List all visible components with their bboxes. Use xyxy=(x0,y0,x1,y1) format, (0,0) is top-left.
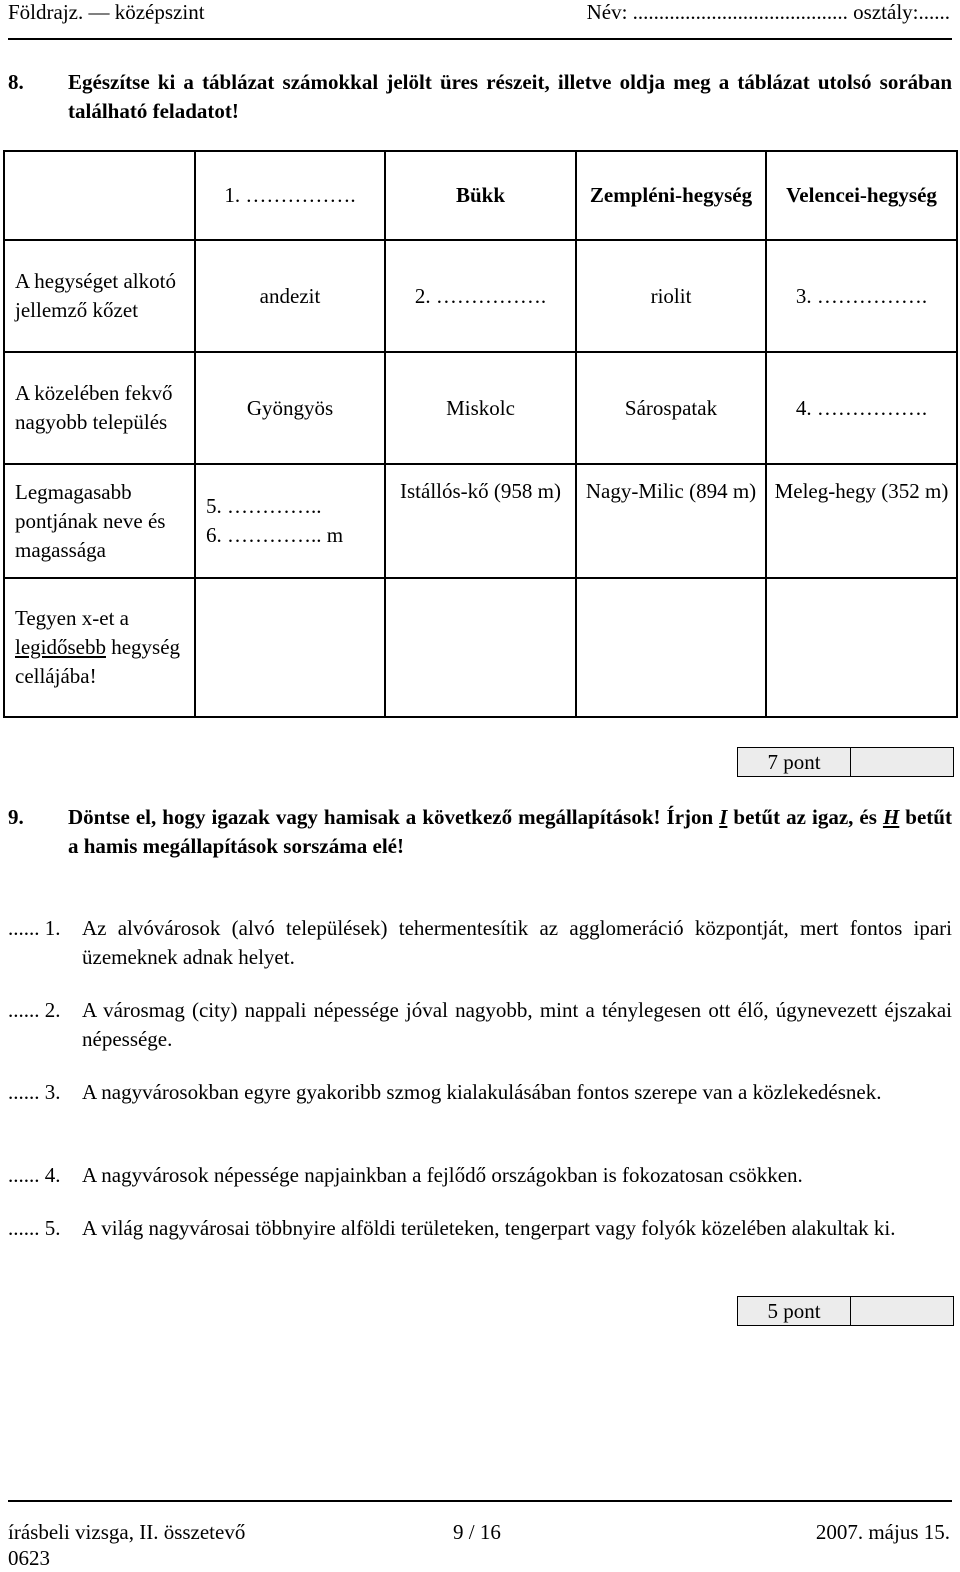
statement-item xyxy=(8,996,952,1056)
row-label: Legmagasabb pontjának neve és magassága xyxy=(4,464,195,578)
page-number: 9 / 16 xyxy=(453,1520,501,1544)
task-text-part: betűt a hamis megállapítások sorszáma elé! xyxy=(68,805,952,858)
answer-blank[interactable]: ...... 1. xyxy=(8,916,61,940)
statement-item xyxy=(8,1161,952,1191)
label-text: Tegyen x-et a xyxy=(15,606,129,630)
row-label: A közelében fekvő nagyobb település xyxy=(4,352,195,464)
name-class-field: Név: ......................................... osztály:...... xyxy=(586,0,950,24)
statement-item xyxy=(8,1214,952,1274)
answer-blank[interactable]: ...... 3. xyxy=(8,1080,61,1104)
table-row xyxy=(4,352,957,464)
fill-in-blank-cell[interactable]: 4. ……………. xyxy=(766,352,957,464)
statement-text: Az alvóvárosok (alvó települések) tehermentesítik az agglomeráció központját, mert fontos ipari üzemeknek adnak helyet. xyxy=(82,916,952,969)
label-text: hegység cellájába! xyxy=(15,635,181,688)
label-underlined-text: legidősebb xyxy=(15,635,106,659)
statement-text: A nagyvárosok népessége napjainkban a fejlődő országokban is fokozatosan csökken. xyxy=(82,1163,803,1187)
table-cell: andezit xyxy=(195,240,385,352)
table-row xyxy=(4,151,957,240)
table-cell: Nagy-Milic (894 m) xyxy=(576,464,766,578)
fill-in-blank-cell[interactable]: 3. ……………. xyxy=(766,240,957,352)
statement-item xyxy=(8,1078,952,1138)
task-text xyxy=(68,803,952,861)
page-header xyxy=(8,0,952,38)
geography-table xyxy=(3,150,958,718)
table-header-cell: Zempléni-hegység xyxy=(576,151,766,240)
statement-text: A városmag (city) nappali népessége jóval nagyobb, mint a ténylegesen ott élő, úgynevezett éjszakai népessége. xyxy=(82,998,952,1051)
table-cell: Sárospatak xyxy=(576,352,766,464)
table-row xyxy=(4,240,957,352)
letter-h: H xyxy=(882,805,900,829)
table-row xyxy=(4,464,957,578)
x-mark-cell[interactable] xyxy=(576,578,766,717)
table-cell: Meleg-hegy (352 m) xyxy=(766,464,957,578)
statement-text: A nagyvárosokban egyre gyakoribb szmog kialakulásában fontos szerepe van a közlekedésnek. xyxy=(82,1080,882,1104)
points-box xyxy=(737,1296,954,1326)
task-8-instruction xyxy=(8,68,952,128)
table-cell: riolit xyxy=(576,240,766,352)
task-text-part: Döntse el, hogy igazak vagy hamisak a következő megállapítások! Írjon xyxy=(68,805,720,829)
table-header-cell: Velencei-hegység xyxy=(766,151,957,240)
x-mark-cell[interactable] xyxy=(195,578,385,717)
task-number: 9. xyxy=(8,805,24,829)
answer-blank[interactable]: ...... 2. xyxy=(8,998,61,1022)
table-cell: Gyöngyös xyxy=(195,352,385,464)
table-row xyxy=(4,578,957,717)
letter-i: I xyxy=(719,805,728,829)
header-divider xyxy=(8,38,952,40)
x-mark-cell[interactable] xyxy=(766,578,957,717)
answer-blank[interactable]: ...... 5. xyxy=(8,1216,61,1240)
points-label: 5 pont xyxy=(738,1297,851,1325)
x-mark-cell[interactable] xyxy=(385,578,576,717)
points-score-field[interactable] xyxy=(851,1297,953,1325)
answer-blank[interactable]: ...... 4. xyxy=(8,1163,61,1187)
points-score-field[interactable] xyxy=(851,748,953,776)
table-cell: Miskolc xyxy=(385,352,576,464)
table-cell: Istállós-kő (958 m) xyxy=(385,464,576,578)
statement-text: A világ nagyvárosai többnyire alföldi területeken, tengerpart vagy folyók közelében alakultak ki. xyxy=(82,1216,896,1240)
blank-peak-height: 6. ………….. m xyxy=(206,523,344,547)
exam-part: írásbeli vizsga, II. összetevő xyxy=(8,1520,246,1544)
exam-code: 0623 xyxy=(8,1546,50,1570)
points-label: 7 pont xyxy=(738,748,851,776)
subject-title: Földrajz. — középszint xyxy=(8,0,205,24)
fill-in-blank-cell[interactable] xyxy=(195,464,385,578)
fill-in-blank-cell[interactable]: 2. ……………. xyxy=(385,240,576,352)
task-9-instruction xyxy=(8,803,952,863)
points-box xyxy=(737,747,954,777)
blank-peak-name: 5. ………….. xyxy=(206,494,322,518)
page-footer xyxy=(8,1520,952,1546)
task-text: Egészítse ki a táblázat számokkal jelölt üres részeit, illetve oldja meg a táblázat utolsó sorában található feladatot! xyxy=(68,70,952,123)
table-header-cell[interactable]: 1. ……………. xyxy=(195,151,385,240)
row-label: A hegységet alkotó jellemző kőzet xyxy=(4,240,195,352)
task-text-part: betűt az igaz, és xyxy=(727,805,883,829)
exam-date: 2007. május 15. xyxy=(815,1520,950,1544)
footer-divider xyxy=(8,1500,952,1502)
statement-item xyxy=(8,914,952,974)
row-label xyxy=(4,578,195,717)
table-header-cell: Bükk xyxy=(385,151,576,240)
task-number: 8. xyxy=(8,70,24,94)
empty-corner-cell xyxy=(4,151,195,240)
